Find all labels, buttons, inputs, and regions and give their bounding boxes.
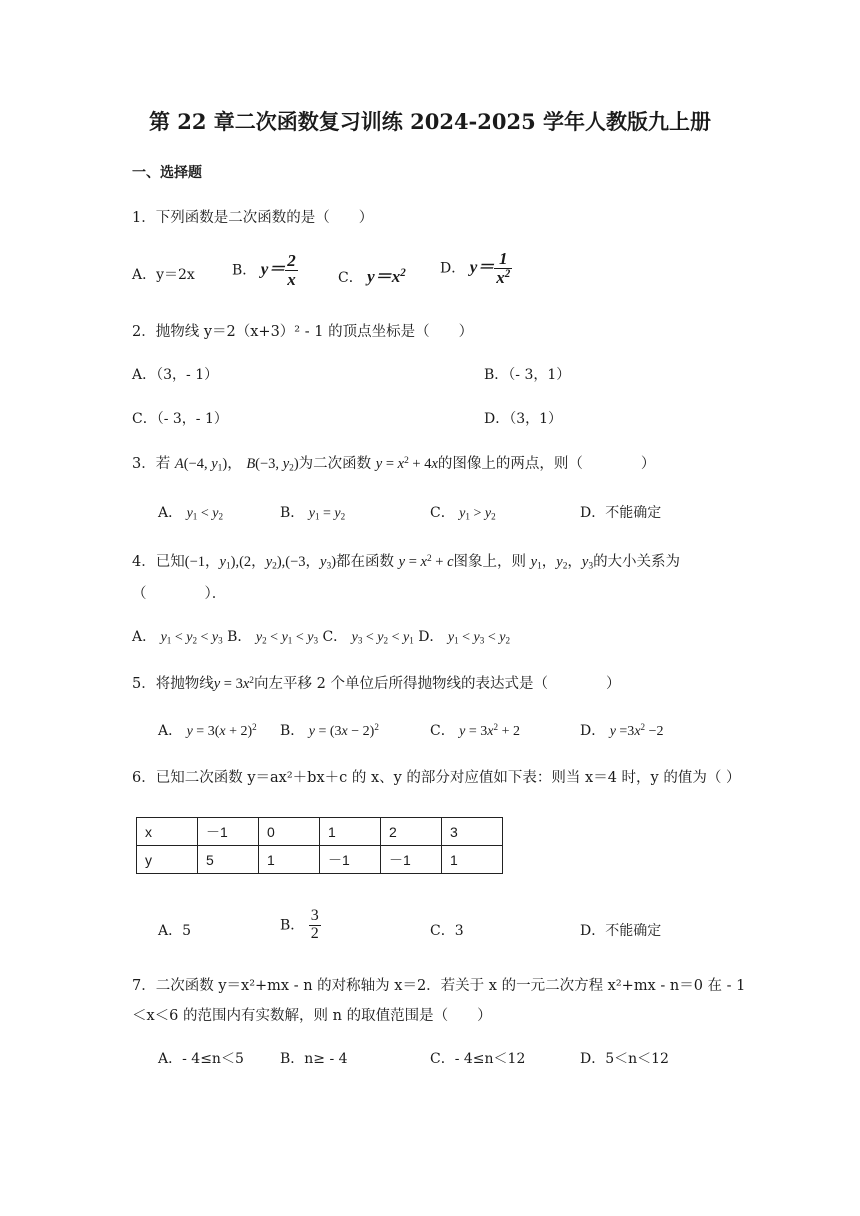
table-row xyxy=(137,846,503,874)
question-3-option-b: B． $y_1 = y_2$ xyxy=(280,505,346,522)
table-cell: y xyxy=(137,846,198,874)
question-2-option-d: D．（3，1） xyxy=(484,411,563,427)
question-6-option-d: D．不能确定 xyxy=(580,923,662,939)
question-7-option-c: C．- 4≤n＜12 xyxy=(430,1051,526,1067)
question-2-option-a: A．（3，- 1） xyxy=(132,367,219,383)
question-6-option-b: B． $\frac{3}{2}$ xyxy=(280,907,319,942)
question-4-options: A． $y_1 < y_2 < y_3$ B． $y_2 < y_1 < y_3$ C． $y_3 < y_2 < y_1$ D． $y_1 < y_3 < y_2$ xyxy=(132,629,510,646)
question-3-stem: 3．若 A(−4, $y_1$)， B(−3, $y_2$)为二次函数 $y = x^2 + 4x$的图像上的两点，则（ ） xyxy=(132,455,656,474)
question-2-option-b: B．（- 3，1） xyxy=(484,367,571,383)
question-5-option-d: D． $y =3x^2 -2$ xyxy=(580,722,664,739)
option-d-label: D． xyxy=(440,260,466,277)
table-cell: 1 xyxy=(259,846,320,874)
table-cell: －1 xyxy=(198,818,259,846)
question-2-option-c: C．（- 3，- 1） xyxy=(132,411,228,427)
question-2-stem: 2．抛物线 y＝2（x+3）² - 1 的顶点坐标是（ ） xyxy=(132,324,474,340)
question-4-stem-line2: （ ）． xyxy=(132,586,227,602)
table-cell: 1 xyxy=(442,846,503,874)
question-5-stem: 5．将抛物线$y = 3x^2$向左平移 2 个单位后所得抛物线的表达式是（ ） xyxy=(132,675,621,692)
table-cell: 3 xyxy=(442,818,503,846)
section-heading: 一、选择题 xyxy=(132,165,202,181)
question-7-stem-line2: ＜x＜6 的范围内有实数解，则 n 的取值范围是（ ） xyxy=(132,1008,492,1024)
question-6-stem: 6．已知二次函数 y＝ax²＋bx＋c 的 x、y 的部分对应值如下表：则当 x＝4 时，y 的值为（ ） xyxy=(132,770,741,786)
option-c-label: C． xyxy=(338,270,363,286)
question-4-stem: 4．已知(−1，$y_1),(2$，$y_2),(-3$，$y_3$)都在函数 $y = x^2 + c$图象上，则 $y_1$，$y_2$，$y_3$的大小关系为 xyxy=(132,553,681,572)
question-3-option-d: D．不能确定 xyxy=(580,505,662,521)
question-1-option-c: C． $y=x^2$ xyxy=(338,266,406,286)
question-7-option-a: A．- 4≤n＜5 xyxy=(158,1051,244,1067)
table-cell: 0 xyxy=(259,818,320,846)
question-6-option-a: A．5 xyxy=(158,923,192,939)
table-cell: －1 xyxy=(381,846,442,874)
option-b-label: B． xyxy=(232,262,257,279)
question-3-option-c: C． $y_1 > y_2$ xyxy=(430,505,496,522)
question-5-option-b: B． $y = (3x - 2)^2$ xyxy=(280,722,379,739)
question-7-option-b: B．n≥ - 4 xyxy=(280,1051,348,1067)
question-7-option-d: D．5＜n＜12 xyxy=(580,1051,669,1067)
question-6-option-c: C．3 xyxy=(430,923,464,939)
table-cell: －1 xyxy=(320,846,381,874)
document-title: 第 22 章二次函数复习训练 2024-2025 学年人教版九上册 xyxy=(148,109,712,134)
table-row xyxy=(137,818,503,846)
question-1-stem: 1．下列函数是二次函数的是（ ） xyxy=(132,210,374,226)
question-5-option-a: A． $y = 3(x + 2)^2$ xyxy=(158,722,257,739)
table-cell: x xyxy=(137,818,198,846)
question-1-option-b: B． y＝ $\frac{2}{x}$ xyxy=(232,251,296,289)
question-7-stem-line1: 7．二次函数 y＝x²+mx - n 的对称轴为 x＝2．若关于 x 的一元二次方程 x²+mx - n＝0 在 - 1 xyxy=(132,978,746,994)
table-cell: 5 xyxy=(198,846,259,874)
question-5-option-c: C． $y = 3x^2 + 2$ xyxy=(430,722,520,739)
value-table xyxy=(136,817,503,874)
question-1-option-a: A．y＝2x xyxy=(132,267,195,283)
question-1-option-d: D． y＝ $\frac{1}{x^2}$ xyxy=(440,249,511,287)
table-cell: 2 xyxy=(381,818,442,846)
table-cell: 1 xyxy=(320,818,381,846)
question-3-option-a: A． $y_1 < y_2$ xyxy=(158,505,224,522)
